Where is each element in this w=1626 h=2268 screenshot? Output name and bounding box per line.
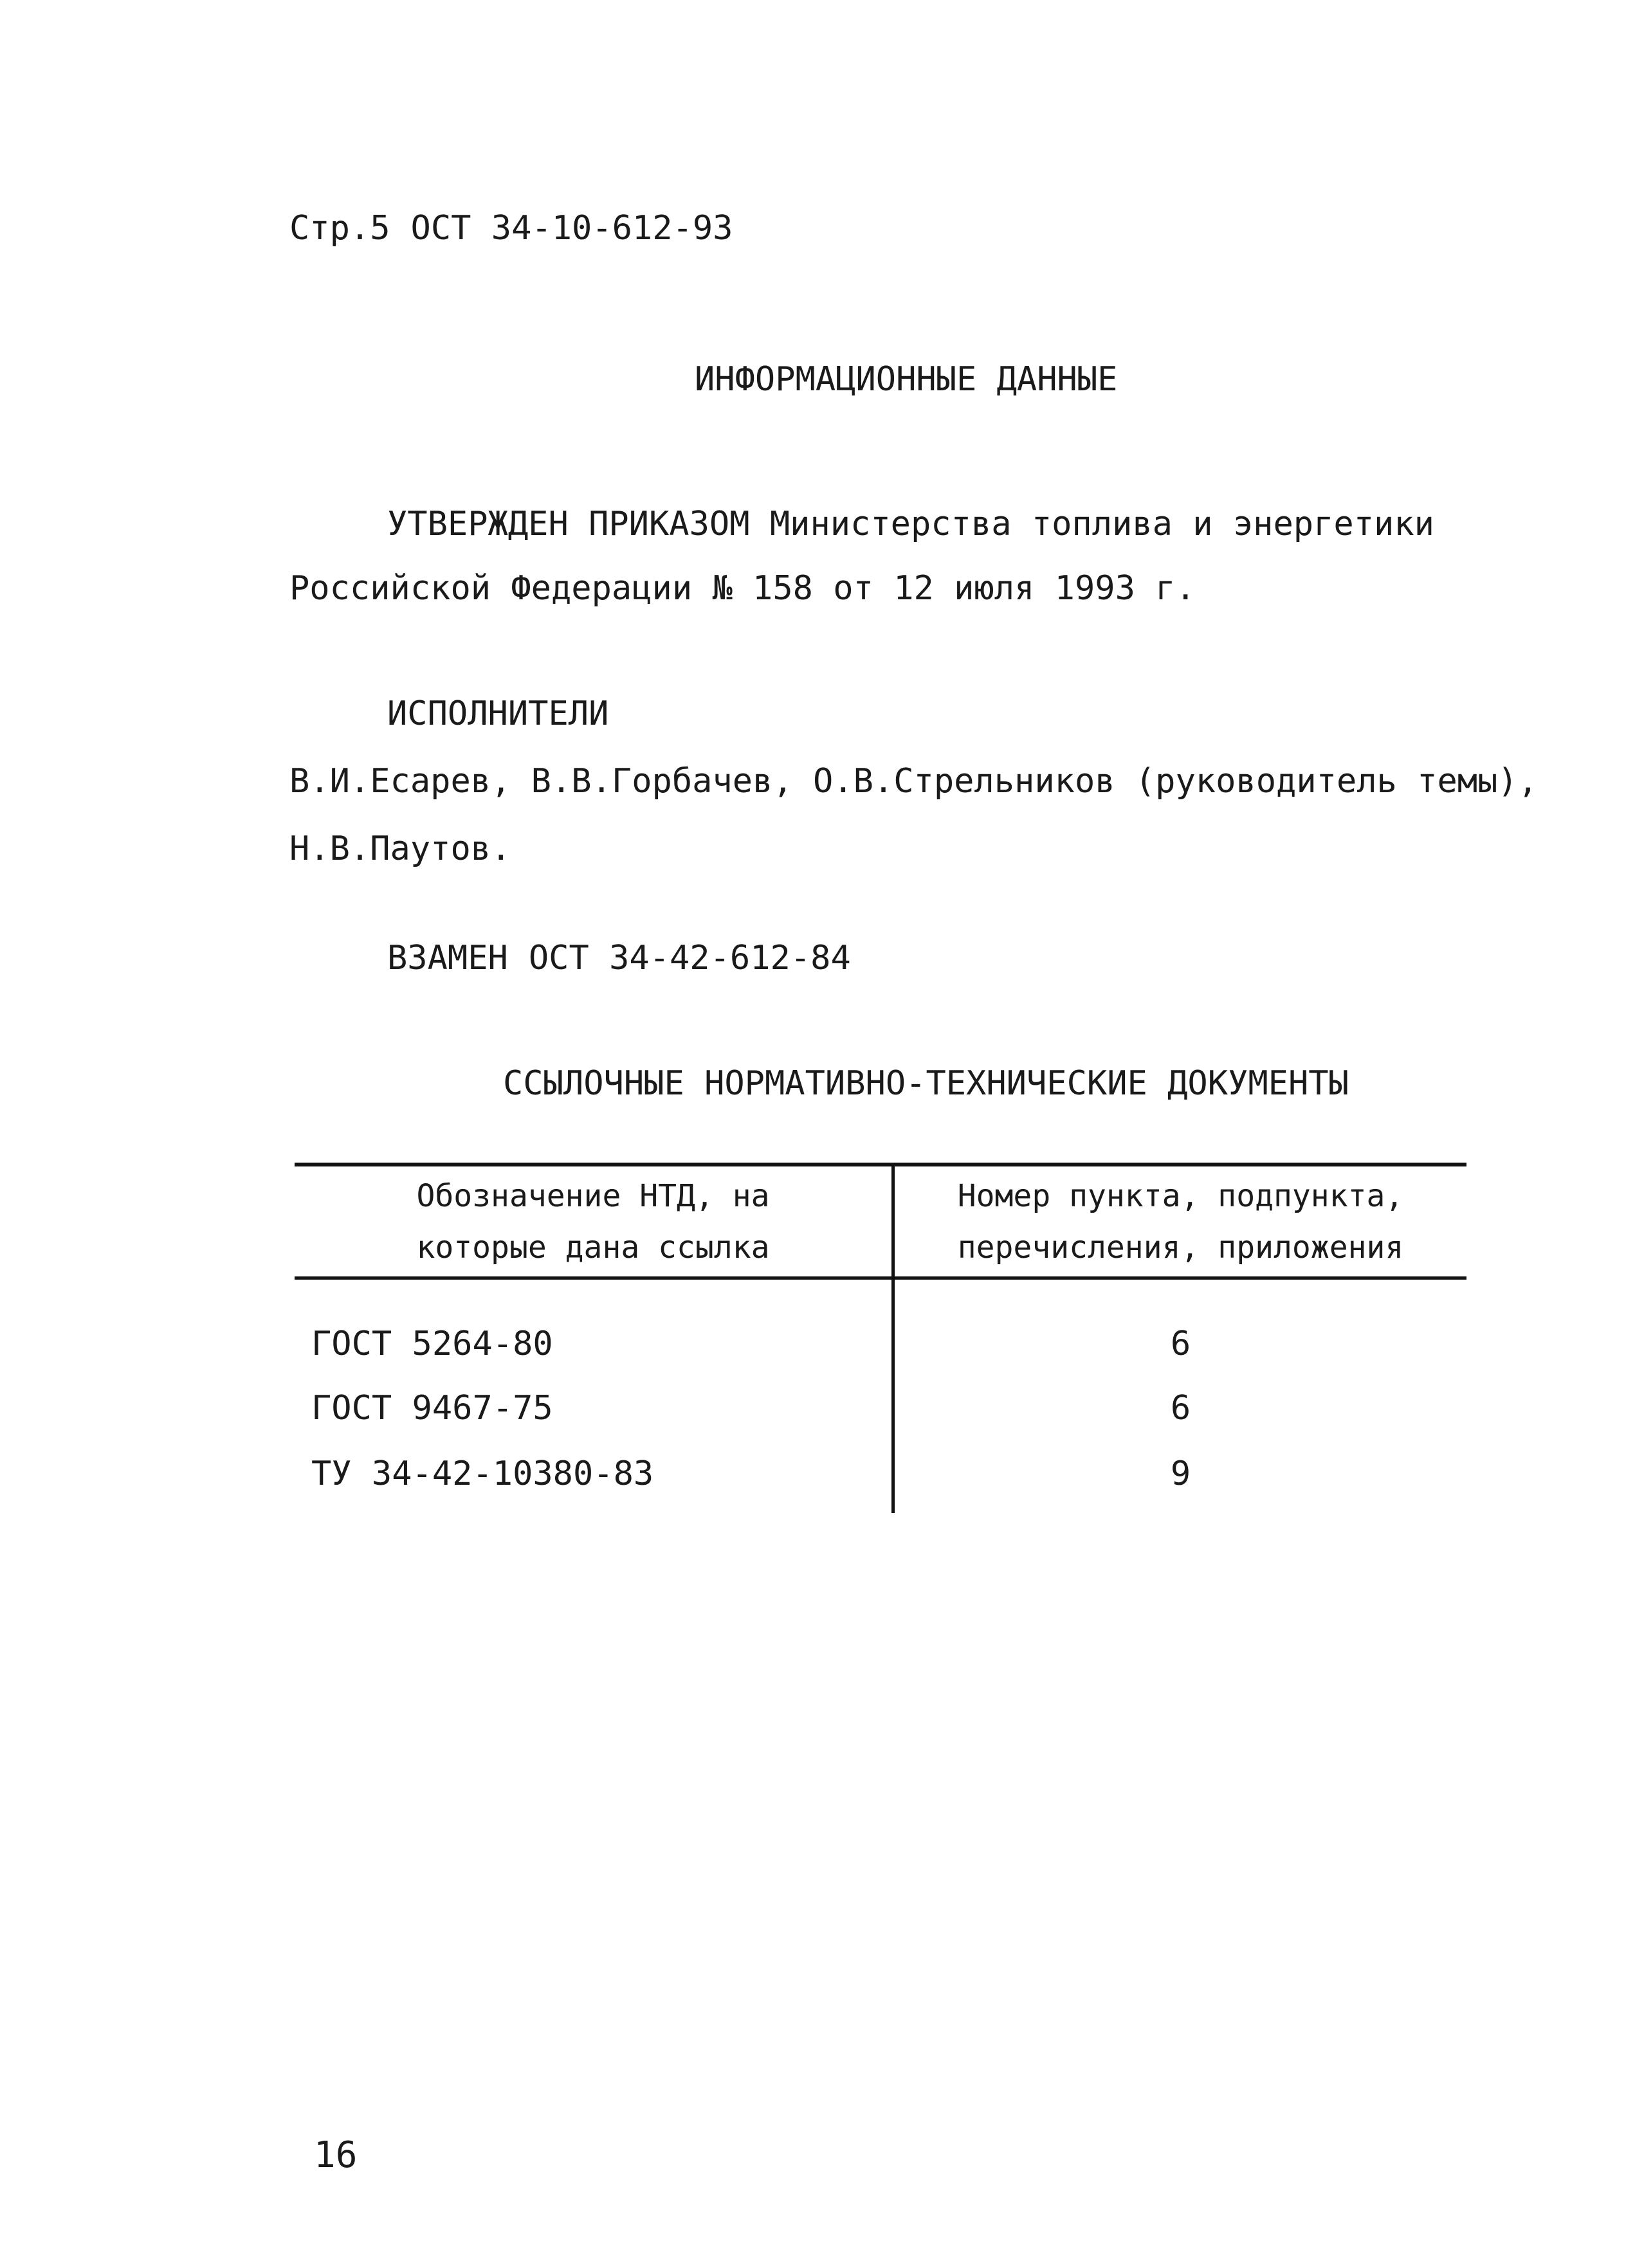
table-cell-document: ТУ 34-42-10380-83 [311, 1455, 654, 1493]
page-number: 16 [314, 2134, 358, 2176]
executors-line-2: Н.В.Паутов. [289, 830, 511, 868]
replaces-label: ВЗАМЕН [387, 939, 508, 977]
replaces-standard: ОСТ 34-42-612-84 [528, 939, 851, 977]
standard-number: ОСТ 34-10-612-93 [410, 209, 733, 248]
executors-title: ИСПОЛНИТЕЛИ [387, 694, 609, 733]
references-title: ССЫЛОЧНЫЕ НОРМАТИВНО-ТЕХНИЧЕСКИЕ ДОКУМЕНТЫ [503, 1064, 1349, 1103]
column-header-document: Обозначение НТД, на которые дана ссылка [416, 1178, 770, 1266]
table-cell-document: ГОСТ 9467-75 [311, 1389, 553, 1428]
table-cell-clause: 9 [1170, 1455, 1191, 1493]
column-header-clause: Номер пункта, подпункта, перечисления, приложения [957, 1178, 1404, 1266]
replaces-line [387, 939, 851, 977]
table-cell-document: ГОСТ 5264-80 [311, 1325, 553, 1363]
table-cell-clause: 6 [1170, 1325, 1191, 1363]
table-top-rule [295, 1163, 1466, 1166]
executors-line-1: В.И.Есарев, В.В.Горбачев, О.В.Стрельников (руководитель темы), [289, 762, 1539, 801]
table-header-rule [295, 1276, 1466, 1280]
approved-line-1: УТВЕРЖДЕН ПРИКАЗОМ Министерства топлива и энергетики [387, 505, 1434, 543]
table-cell-clause: 6 [1170, 1389, 1191, 1428]
page-header [289, 209, 733, 248]
info-title: ИНФОРМАЦИОННЫЕ ДАННЫЕ [695, 360, 1118, 399]
approved-line-2: Российской Федерации № 158 от 12 июля 1993 г. [289, 569, 1196, 608]
page-label: Стр.5 [289, 209, 390, 248]
